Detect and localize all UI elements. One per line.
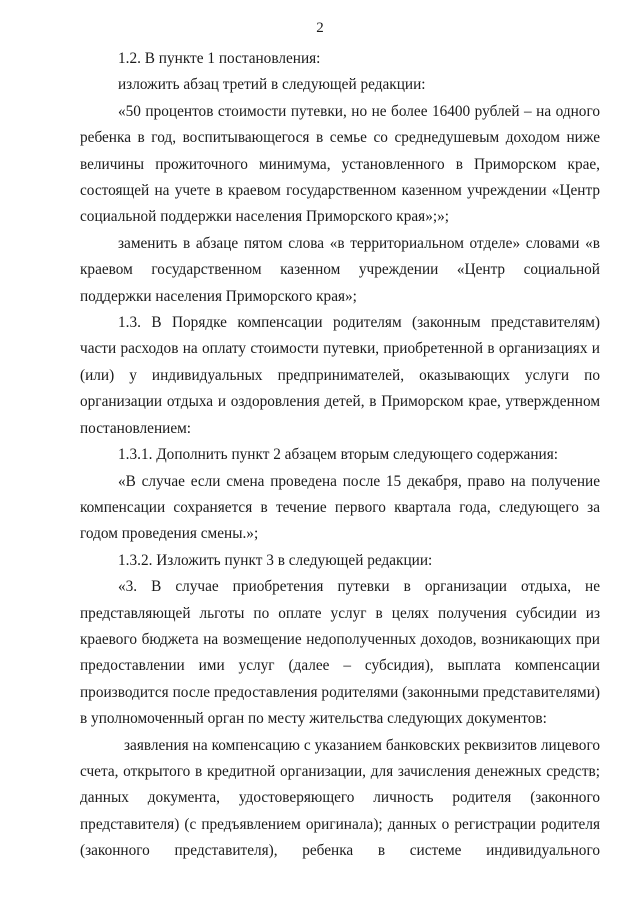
paragraph-1-2: 1.2. В пункте 1 постановления: bbox=[118, 50, 321, 67]
paragraph-quote-50-percent: «50 процентов стоимости путевки, но не более 16400 рублей – на одного ребенка в год, воспитывающегося в семье со среднедушевым доходом ниже величины прожиточного минимума, установленного в Приморском крае, состоящей на учете в краевом государственном казенном учреждении «Центр социальной поддержки населения Приморского края»;»; bbox=[80, 102, 600, 226]
paragraph-quote-point-3: «3. В случае приобретения путевки в организации отдыха, не представляющей льготы по оплате услуг в целях получения субсидии из краевого бюджета на возмещение недополученных доходов, возникающих при предоставлении ими услуг (далее – субсидия), выплата компенсации производится после предоставления родителями (законными представителями) в уполномоченный орган по месту жительства следующих документов: bbox=[80, 578, 600, 728]
paragraph-documents-list: заявления на компенсацию с указанием банковских реквизитов лицевого счета, открытого в кредитной организации, для зачисления денежных средств; данных документа, удостоверяющего личность родителя (законного представителя) (с предъявлением оригинала); данных о регистрации родителя (законного представителя), ребенка в системе индивидуального bbox=[80, 736, 600, 860]
page-number: 2 bbox=[316, 20, 324, 36]
paragraph-replace-fifth: заменить в абзаце пятом слова «в территориальном отделе» словами «в краевом государственном казенном учреждении «Центр социальной поддержки населения Приморского края»; bbox=[80, 234, 600, 305]
document-body bbox=[80, 46, 600, 865]
paragraph-quote-december: «В случае если смена проведена после 15 декабря, право на получение компенсации сохраняется в течение первого квартала года, следующего за годом проведения смены.»; bbox=[80, 472, 600, 543]
paragraph-1-3-2: 1.3.2. Изложить пункт 3 в следующей редакции: bbox=[118, 551, 433, 569]
paragraph-1-3-1: 1.3.1. Дополнить пункт 2 абзацем вторым следующего содержания: bbox=[118, 446, 559, 464]
paragraph-1-3: 1.3. В Порядке компенсации родителям (законным представителям) части расходов на оплату стоимости путевки, приобретенной в организациях и (или) у индивидуальных предпринимателей, оказывающих услуги по организации отдыха и оздоровления детей, в Приморском крае, утвержденном постановлением: bbox=[80, 314, 600, 437]
paragraph-amend-third: изложить абзац третий в следующей редакции: bbox=[118, 76, 426, 94]
